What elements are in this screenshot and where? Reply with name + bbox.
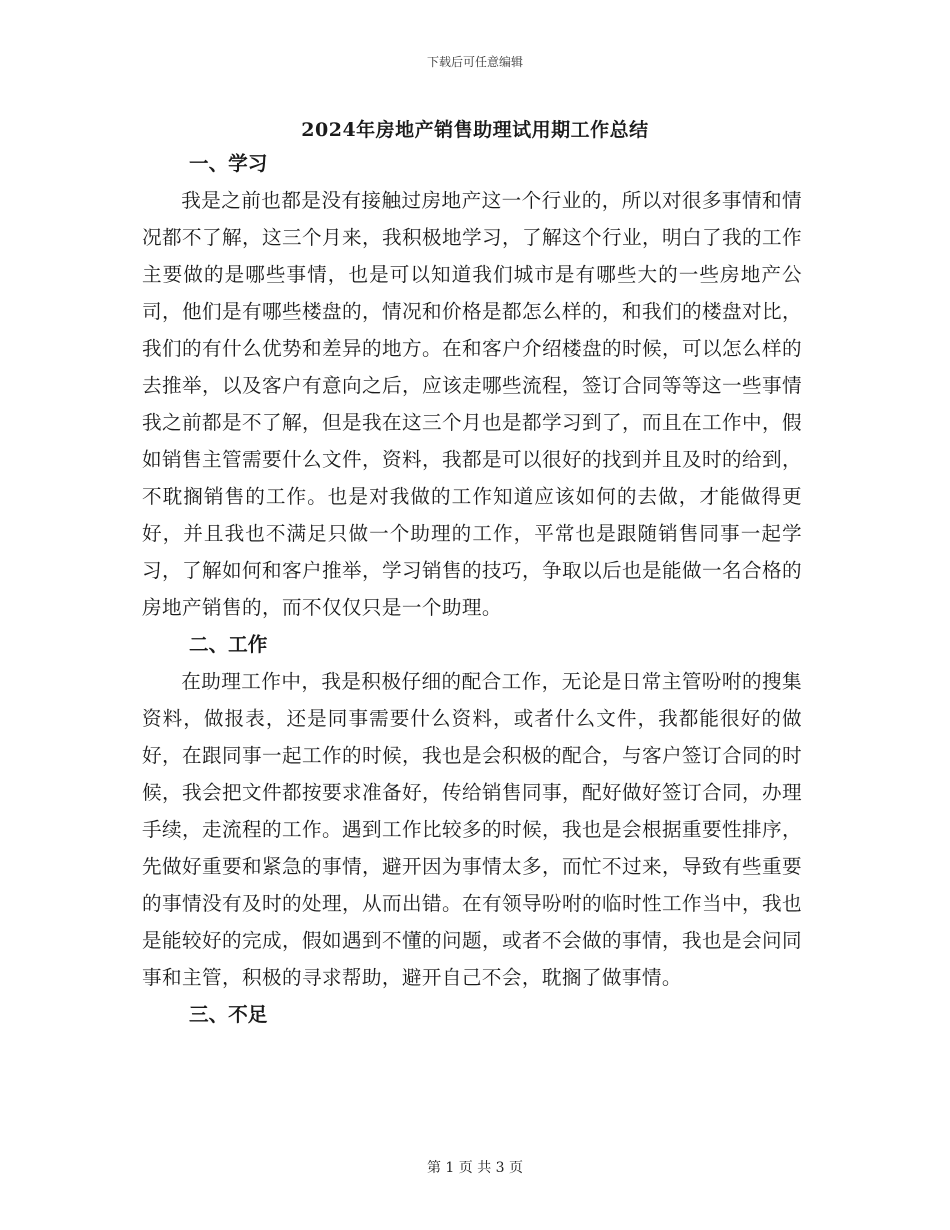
- page-number-footer: 第 1 页 共 3 页: [426, 1160, 524, 1176]
- section-heading-study: 一、学习: [189, 152, 268, 175]
- document-title: 2024年房地产销售助理试用期工作总结: [301, 119, 649, 141]
- section-heading-shortcomings: 三、不足: [189, 1003, 268, 1026]
- section-paragraph-work: 在助理工作中，我是积极仔细的配合工作，无论是日常主管吩咐的搜集资料，做报表，还是同事需要什么资料，或者什么文件，我都能很好的做好，在跟同事一起工作的时候，我也是会积极的配合，与客户签订合同的时候，我会把文件都按要求准备好，传给销售同事，配好做好签订合同，办理手续，走流程的工作。遇到工作比较多的时候，我也是会根据重要性排序，先做好重要和紧急的事情，避开因为事情太多，而忙不过来，导致有些重要的事情没有及时的处理，从而出错。在有领导吩咐的临时性工作当中，我也是能较好的完成，假如遇到不懂的问题，或者不会做的事情，我也是会问同事和主管，积极的寻求帮助，避开自己不会，耽搁了做事情。: [142, 670, 802, 989]
- header-note: 下载后可任意编辑: [426, 55, 523, 69]
- document-body: [142, 145, 802, 1033]
- section-paragraph-study: 我是之前也都是没有接触过房地产这一个行业的，所以对很多事情和情况都不了解，这三个月来，我积极地学习，了解这个行业，明白了我的工作主要做的是哪些事情，也是可以知道我们城市是有哪些大的一些房地产公司，他们是有哪些楼盘的，情况和价格是都怎么样的，和我们的楼盘对比，我们的有什么优势和差异的地方。在和客户介绍楼盘的时候，可以怎么样的去推举，以及客户有意向之后，应该走哪些流程，签订合同等等这一些事情我之前都是不了解，但是我在这三个月也是都学习到了，而且在工作中，假如销售主管需要什么文件，资料，我都是可以很好的找到并且及时的给到，不耽搁销售的工作。也是对我做的工作知道应该如何的去做，才能做得更好，并且我也不满足只做一个助理的工作，平常也是跟随销售同事一起学习，了解如何和客户推举，学习销售的技巧，争取以后也是能做一名合格的房地产销售的，而不仅仅只是一个助理。: [142, 189, 802, 619]
- section-heading-work: 二、工作: [189, 633, 268, 656]
